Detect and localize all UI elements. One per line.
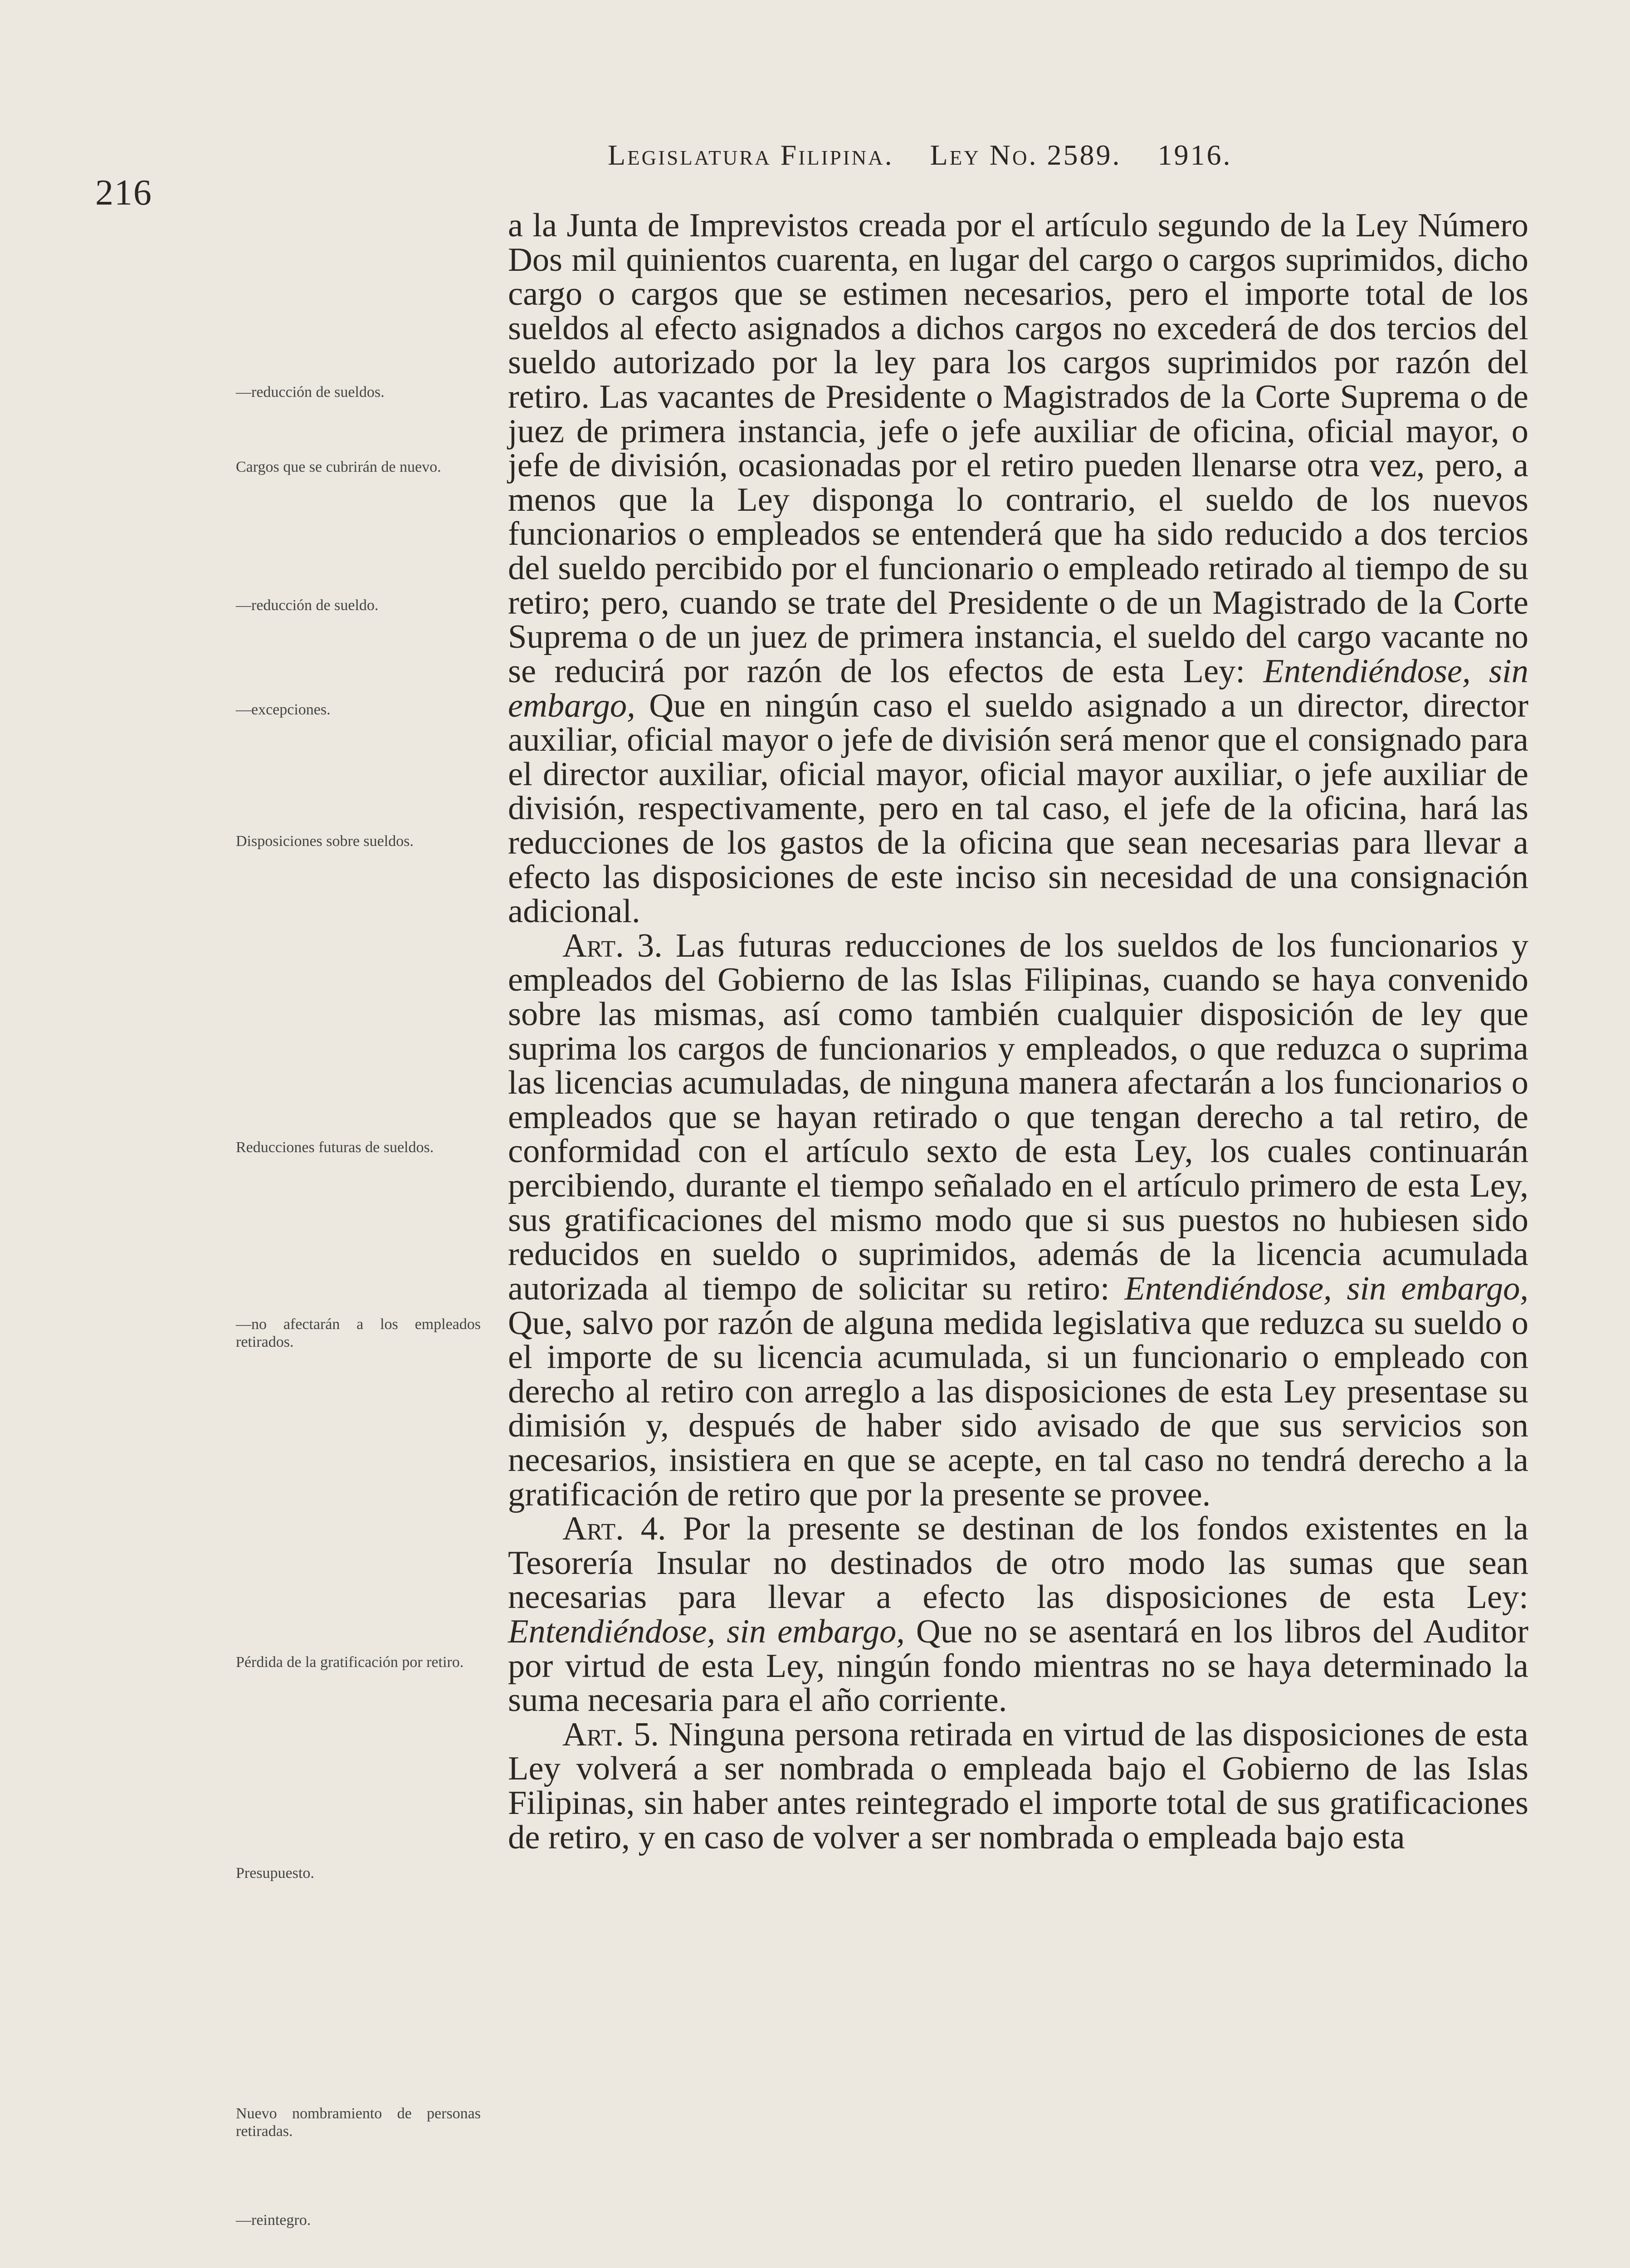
margin-note-cargos-nuevo: Cargos que se cubrirán de nuevo. bbox=[236, 459, 441, 475]
margin-note-excepciones: —excepciones. bbox=[236, 701, 331, 718]
article-text: Las futuras reducciones de los sueldos de los funcionarios y empleados del Gobierno de las Islas Filipinas, cuando se haya convenido sobre las mismas, así como también cualquier disposición de ley que suprima los cargos de funcionarios y empleados, o que reduzca o suprima las licencias acumuladas, de ninguna manera afectarán a los funcionarios o empleados que se hayan retirado o que tengan derecho a tal retiro, de conformidad con el artículo sexto de esta Ley, los cuales continuarán percibiendo, durante el tiempo señalado en el artículo primero de esta Ley, sus gratificaciones del mismo modo que si sus puestos no hubiesen sido reducidos en sueldo o suprimidos, además de la licencia acumulada autorizada al tiempo de solicitar su retiro: bbox=[508, 927, 1528, 1307]
body-text bbox=[508, 209, 1528, 1855]
paragraph-text: a la Junta de Imprevistos creada por el artículo segundo de la Ley Número Dos mil quinientos cuarenta, en lugar del cargo o cargos suprimidos, dicho cargo o cargos que se estimen necesarios, pero el importe total de los sueldos al efecto asignados a dichos cargos no excederá de dos tercios del sueldo autorizado por la ley para los cargos suprimidos por razón del retiro. Las vacantes de Presidente o Magistrados de la Corte Suprema o de juez de primera instancia, jefe o jefe auxiliar de oficina, oficial mayor, o jefe de división, ocasionadas por el retiro pueden llenarse otra vez, pero, a menos que la Ley disponga lo contrario, el sueldo de los nuevos funcionarios o empleados se entenderá que ha sido reducido a dos tercios del sueldo percibido por el funcionario o empleado retirado al tiempo de su retiro; pero, cuando se trate del Presidente o de un Magistrado de la Corte Suprema o de un juez de primera instancia, el sueldo del cargo vacante no se reducirá por razón de los efectos de esta Ley: bbox=[508, 207, 1528, 690]
running-head bbox=[608, 138, 1232, 172]
running-head-ley: Ley No. 2589. bbox=[930, 139, 1122, 171]
running-head-filipina: Filipina. bbox=[780, 139, 894, 171]
running-head-year: 1916. bbox=[1157, 139, 1232, 171]
margin-note-perdida-gratificacion: Pérdida de la gratificación por retiro. bbox=[236, 1654, 464, 1671]
proviso-italic: Entendiéndose, sin embargo, bbox=[508, 652, 1528, 724]
article-3 bbox=[508, 929, 1528, 1512]
article-text-end: Que no se asentará en los libros del Auditor por virtud de esta Ley, ningún fondo mientras no se haya determinado la suma necesaria para el año corriente. bbox=[508, 1613, 1529, 1719]
running-head-legislatura: Legislatura bbox=[608, 139, 771, 171]
proviso-italic: Entendiéndose, sin embargo, bbox=[508, 1613, 905, 1650]
article-text: Ninguna persona retirada en virtud de las disposiciones de esta Ley volverá a ser nombrada o empleada bajo el Gobierno de las Islas Filipinas, sin haber antes reintegrado el importe total de sus gratificaciones de retiro, y en caso de volver a ser nombrada o empleada bajo esta bbox=[508, 1716, 1528, 1856]
margin-note-reduccion-sueldo: —reducción de sueldo. bbox=[236, 597, 379, 614]
margin-note-reducciones-futuras: Reducciones futuras de sueldos. bbox=[236, 1139, 434, 1156]
proviso-italic: Entendiéndose, sin embargo, bbox=[1124, 1270, 1529, 1307]
margin-note-no-afectaran: —no afectarán a los empleados retirados. bbox=[236, 1316, 481, 1351]
article-text: Por la presente se destinan de los fondos existentes en la Tesorería Insular no destinados de otro modo las sumas que sean necesarias para llevar a efecto las disposiciones de esta Ley: bbox=[508, 1510, 1528, 1616]
article-label: Art. 3. bbox=[562, 927, 663, 964]
article-label: Art. 5. bbox=[562, 1716, 659, 1753]
margin-note-presupuesto: Presupuesto. bbox=[236, 1865, 314, 1882]
margin-note-reintegro: —reintegro. bbox=[236, 2212, 311, 2229]
page-number: 216 bbox=[95, 173, 152, 213]
margin-note-disposiciones-sueldos: Disposiciones sobre sueldos. bbox=[236, 833, 414, 850]
paragraph-continuation bbox=[508, 209, 1528, 929]
margin-note-nuevo-nombramiento: Nuevo nombramiento de personas retiradas. bbox=[236, 2105, 481, 2140]
article-label: Art. 4. bbox=[562, 1510, 666, 1548]
article-text-end: Que, salvo por razón de alguna medida legislativa que reduzca su sueldo o el importe de su licencia acumulada, si un funcionario o empleado con derecho al retiro con arreglo a las disposiciones de esta Ley presentase su dimisión y, después de haber sido avisado de que sus servicios son necesarios, insistiera en que se acepte, en tal caso no tendrá derecho a la gratificación de retiro que por la presente se provee. bbox=[508, 1304, 1528, 1513]
margin-note-reduccion-sueldos: —reducción de sueldos. bbox=[236, 384, 385, 401]
paragraph-text-end: Que en ningún caso el sueldo asignado a un director, director auxiliar, oficial mayor o jefe de división será menor que el consignado para el director auxiliar, oficial mayor, oficial mayor auxiliar, o jefe auxiliar de división, respectivamente, pero en tal caso, el jefe de la oficina, hará las reducciones de los gastos de la oficina que sean necesarias para llevar a efecto las disposiciones de este inciso sin necesidad de una consignación adicional. bbox=[508, 687, 1528, 930]
article-5 bbox=[508, 1718, 1528, 1855]
article-4 bbox=[508, 1512, 1528, 1718]
